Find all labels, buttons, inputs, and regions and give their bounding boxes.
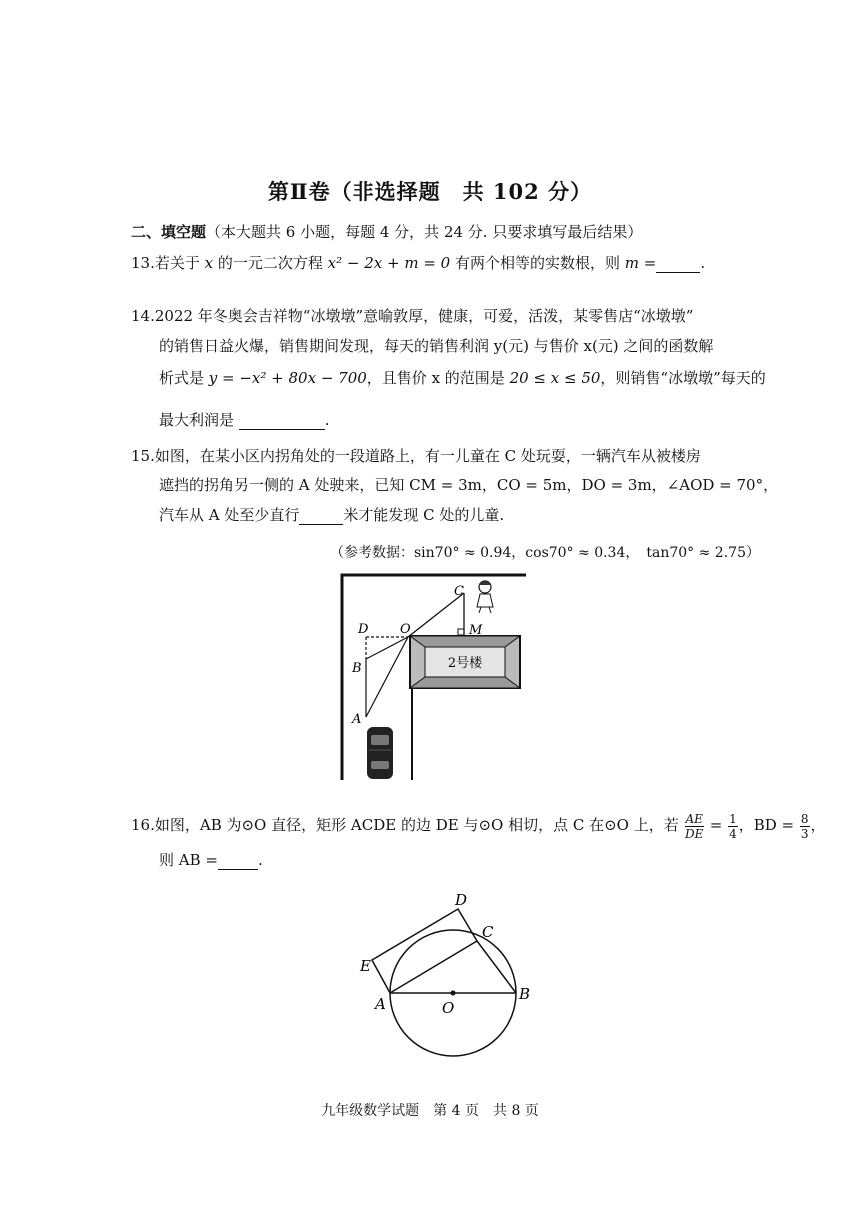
q15-line-3b: 米才能发现 C 处的儿童. [343,506,505,524]
q13-equation: x² − 2x + m = 0 [327,254,451,272]
question-13 [131,252,705,273]
q15-label-m: M [469,623,483,638]
q15-answer-blank[interactable] [299,504,343,525]
q15-roof-bottom [410,677,520,688]
question-16-line-1 [131,808,826,842]
q14-function: y = −x² + 80x − 700 [208,369,367,387]
q14-line-3b: ，且售价 x 的范围是 [366,369,510,387]
car-icon [367,727,393,779]
q14-end: . [324,411,330,429]
q13-text-a: 若关于 [154,254,205,272]
q15-roof-top [410,636,520,647]
q16-label-b: B [519,985,531,1003]
q14-number: 14. [131,307,155,325]
q13-answer-blank[interactable] [656,252,700,273]
question-14-line-3 [159,368,766,388]
page-title: 第Ⅱ卷（非选择题 共 102 分） [267,179,593,204]
q16-center-dot [451,991,456,996]
page-footer: 九年级数学试题 第 4 页 共 8 页 [321,1103,539,1119]
q15-line-oa [366,637,408,717]
q15-figure [330,565,540,785]
question-14-line-4 [159,409,330,430]
q16-label-e: E [360,957,371,975]
section-note: （本大题共 6 小题，每题 4 分，共 24 分. 只要求填写最后结果） [206,223,643,241]
q16-line-2: 则 AB = [159,851,218,869]
q15-line-3a: 汽车从 A 处至少直行 [159,506,300,524]
q15-label-a: A [352,712,362,727]
q15-label-o: O [400,622,411,637]
q13-var-x: x [204,254,214,272]
q15-right-angle-m [458,629,464,635]
q16-frac3-num: 8 [800,811,809,826]
q13-text-c: 有两个相等的实数根，则 [450,254,625,272]
q15-label-b: B [352,661,362,676]
q16-frac2-den: 4 [729,826,737,841]
q16-answer-blank[interactable] [218,849,258,870]
q14-line-4: 最大利润是 [159,411,235,429]
child-icon [477,581,493,613]
q16-figure [355,885,545,1065]
q16-eq1: = [704,816,728,834]
q15-label-c: C [454,584,464,599]
q16-label-a: A [375,995,386,1013]
q16-frac1-num: AE [685,811,703,826]
q13-number: 13. [131,254,155,272]
q14-line-1: 2022 年冬奥会吉祥物“冰墩墩”意喻敦厚，健康，可爱，活泼，某零售店“冰墩墩” [154,307,694,325]
q16-number: 16. [131,816,155,834]
q16-frac3-den: 3 [800,826,809,841]
question-15-line-2: 遮挡的拐角另一侧的 A 处驶来，已知 CM = 3m，CO = 5m，DO = 3m，∠AOD = 70°， [159,476,779,494]
q14-answer-blank[interactable] [239,409,325,430]
question-16-line-2 [159,849,263,870]
q16-rectangle-acde [372,909,477,993]
section-header [131,221,642,242]
question-14-line-2: 的销售日益火爆，销售期间发现，每天的销售利润 y(元) 与售价 x(元) 之间的函数解 [159,337,714,355]
q15-line-co [408,593,464,637]
q14-line-3c: ，则销售“冰墩墩”每天的 [600,369,766,387]
q14-range: 20 ≤ x ≤ 50 [509,369,601,387]
q16-fraction-ae-de [685,812,704,841]
q14-line-3a: 析式是 [159,369,209,387]
q15-line-1: 如图，在某小区内拐角处的一段道路上，有一儿童在 C 处玩耍，一辆汽车从被楼房 [154,447,701,465]
q16-text-b: ，BD = [738,816,799,834]
q13-ask: m = [624,254,657,272]
q16-frac2-num: 1 [729,811,737,826]
q16-text-a: 如图，AB 为⊙O 直径，矩形 ACDE 的边 DE 与⊙O 相切，点 C 在⊙O 上，若 [154,816,684,834]
q15-building-label: 2号楼 [447,656,483,671]
q16-frac1-den: DE [685,826,704,841]
q13-text-b: 的一元二次方程 [213,254,328,272]
q16-label-d: D [455,891,468,909]
q15-reference-data: （参考数据：sin70° ≈ 0.94，cos70° ≈ 0.34， tan70° ≈ 2.75） [330,545,760,561]
q16-fraction-8-3 [800,812,810,841]
q16-label-o: O [442,999,455,1017]
q15-label-d: D [358,622,369,637]
q16-fraction-1-4 [728,812,738,841]
question-14-line-1 [131,306,693,326]
q16-end: . [257,851,263,869]
question-15-line-1 [131,446,701,466]
q15-number: 15. [131,447,155,465]
q13-end: . [700,254,706,272]
question-15-line-3 [159,504,504,525]
q16-label-c: C [482,923,494,941]
q16-text-c: ， [810,816,826,834]
section-label: 二、填空题 [131,223,207,241]
